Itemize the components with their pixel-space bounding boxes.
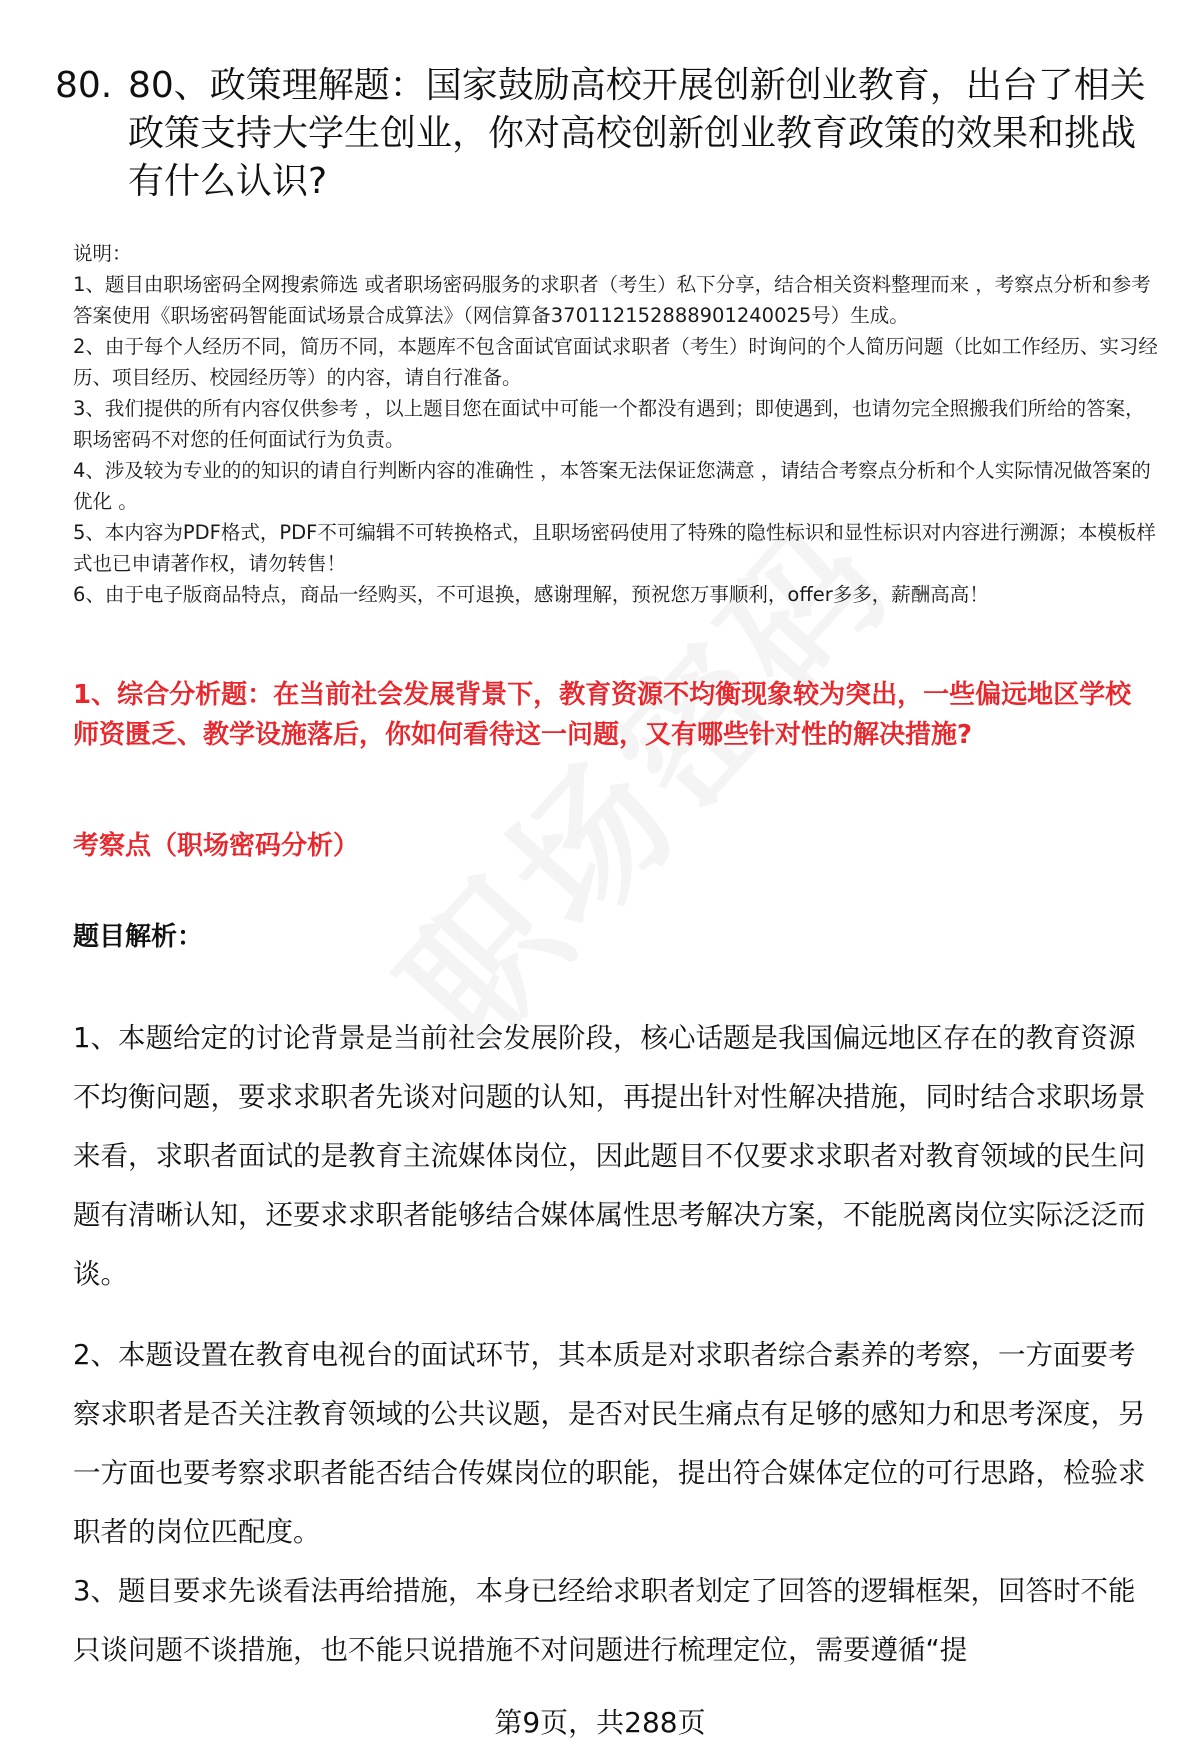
exam-point-heading: 考察点（职场密码分析） xyxy=(73,831,360,861)
analysis-paragraph: 1、本题给定的讨论背景是当前社会发展阶段，核心话题是我国偏远地区存在的教育资源不均衡问题，要求求职者先谈对问题的认知，再提出针对性解决措施，同时结合求职场景来看，求职者面试的是教育主流媒体岗位，因此题目不仅要求求职者对教育领域的民生问题有清晰认知，还要求求职者能够结合媒体属性思考解决方案，不能脱离岗位实际泛泛而谈。 xyxy=(73,1022,1146,1290)
note-item: 3、我们提供的所有内容仅供参考 ，以上题目您在面试中可能一个都没有遇到；即使遇到，也请勿完全照搬我们所给的答案，职场密码不对您的任何面试行为负责。 xyxy=(73,397,1145,451)
notes-section xyxy=(73,238,1163,610)
analysis-body xyxy=(73,1009,1153,1680)
notes-heading: 说明： xyxy=(73,242,132,265)
question-title: 80、政策理解题：国家鼓励高校开展创新创业教育，出台了相关政策支持大学生创业，你对高校创新创业教育政策的效果和挑战有什么认识? xyxy=(128,65,1146,202)
question-number: 80. xyxy=(55,65,113,106)
note-item: 6、由于电子版商品特点，商品一经购买，不可退换，感谢理解，预祝您万事顺利，offer多多，薪酬高高！ xyxy=(73,583,989,606)
note-item: 4、涉及较为专业的的知识的请自行判断内容的准确性 ，本答案无法保证您满意 ，请结合考察点分析和个人实际情况做答案的优化 。 xyxy=(73,459,1151,513)
analysis-paragraph: 3、题目要求先谈看法再给措施，本身已经给求职者划定了回答的逻辑框架，回答时不能只谈问题不谈措施，也不能只说措施不对问题进行梳理定位，需要遵循“提 xyxy=(73,1575,1136,1666)
page-footer: 第9页，共288页 xyxy=(494,1706,706,1739)
analysis-paragraph: 2、本题设置在教育电视台的面试环节，其本质是对求职者综合素养的考察，一方面要考察求职者是否关注教育领域的公共议题，是否对民生痛点有足够的感知力和思考深度，另一方面也要考察求职者能否结合传媒岗位的职能，提出符合媒体定位的可行思路，检验求职者的岗位匹配度。 xyxy=(73,1339,1146,1548)
note-item: 5、本内容为PDF格式，PDF不可编辑不可转换格式，且职场密码使用了特殊的隐性标识和显性标识对内容进行溯源；本模板样式也已申请著作权，请勿转售！ xyxy=(73,521,1156,575)
main-question: 1、综合分析题：在当前社会发展背景下，教育资源不均衡现象较为突出，一些偏远地区学校师资匮乏、教学设施落后，你如何看待这一问题，又有哪些针对性的解决措施? xyxy=(73,680,1132,750)
analysis-heading: 题目解析： xyxy=(73,922,204,952)
note-item: 1、题目由职场密码全网搜索筛选 或者职场密码服务的求职者（考生）私下分享，结合相关资料整理而来 ，考察点分析和参考答案使用《职场密码智能面试场景合成算法》（网信算备370112152888901240025号）生成。 xyxy=(73,273,1151,327)
question-header xyxy=(55,62,1155,206)
note-item: 2、由于每个人经历不同，简历不同，本题库不包含面试官面试求职者（考生）时询问的个人简历问题（比如工作经历、实习经历、项目经历、校园经历等）的内容，请自行准备。 xyxy=(73,335,1158,389)
